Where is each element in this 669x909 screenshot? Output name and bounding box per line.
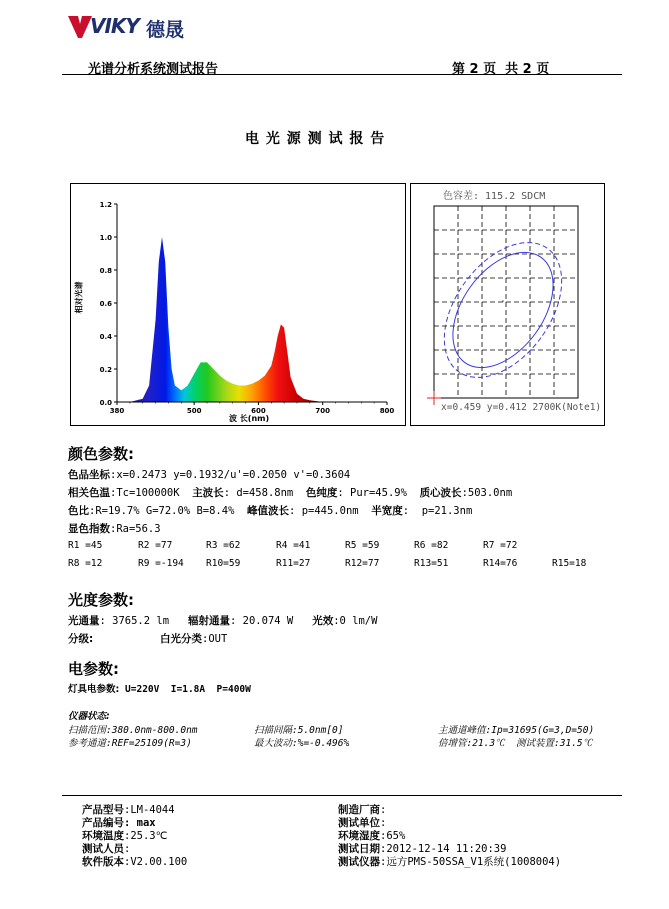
- ri-value: R12=77: [345, 558, 380, 569]
- photo-params-heading: 光度参数:: [68, 591, 134, 609]
- color-ratio-row: 色比:R=19.7% G=72.0% B=8.4% 峰值波长: p=445.0nm 半宽度: p=21.3nm: [68, 505, 473, 517]
- footer-field: 测试仪器:远方PMS-50SSA_V1系统(1008004): [338, 856, 562, 868]
- x-tick-label: 700: [315, 407, 331, 415]
- x-tick-label: 800: [379, 407, 395, 415]
- reference-channel: 参考通道:REF=25109(R=3): [68, 738, 192, 749]
- scan-interval: 扫描间隔:5.0nm[0]: [254, 725, 344, 736]
- footer-field: 测试单位:: [338, 817, 387, 829]
- grade-label: 分级:: [68, 633, 94, 645]
- ri-value: R13=51: [414, 558, 449, 569]
- spectrum-xlabel: 波 长(nm): [229, 414, 270, 423]
- ri-value: R1 =45: [68, 540, 103, 551]
- footer-field: 制造厂商:: [338, 804, 387, 816]
- y-tick-label: 0.6: [99, 300, 112, 308]
- x-tick-label: 600: [251, 407, 266, 415]
- y-tick-label: 0.2: [99, 366, 112, 374]
- chromaticity-panel: [410, 183, 605, 426]
- page-info: 第 2 页 共 2 页: [452, 62, 550, 77]
- spectrum-chart-panel: [70, 183, 406, 426]
- spectrum-chart: [71, 184, 405, 425]
- report-title: 电 光 源 测 试 报 告: [245, 131, 386, 147]
- footer-rule: [62, 795, 622, 796]
- color-params-heading: 颜色参数:: [68, 445, 134, 463]
- max-fluctuation: 最大波动:%=-0.496%: [254, 738, 350, 749]
- footer-field: 测试人员:: [82, 843, 131, 855]
- ri-value: R7 =72: [483, 540, 518, 551]
- ri-value: R2 =77: [138, 540, 173, 551]
- y-tick-label: 0.8: [99, 267, 112, 275]
- class-row: 白光分类:OUT: [160, 633, 228, 645]
- main-channel-peak: 主通道峰值:Ip=31695(G=3,D=50): [438, 725, 595, 736]
- x-tick-label: 500: [186, 407, 202, 415]
- footer-field: 环境温度:25.3℃: [82, 830, 168, 842]
- ri-value: R5 =59: [345, 540, 380, 551]
- header-rule: [62, 74, 622, 75]
- ri-value: R10=59: [206, 558, 241, 569]
- spectrum-ylabel: 相对光谱: [74, 281, 84, 314]
- ri-value: R9 =-194: [138, 558, 184, 569]
- system-title: 光谱分析系统测试报告: [88, 62, 219, 77]
- cri-row: 显色指数:Ra=56.3: [68, 523, 161, 535]
- ri-value: R4 =41: [276, 540, 311, 551]
- y-tick-label: 1.2: [99, 201, 112, 209]
- y-tick-label: 0.0: [99, 399, 112, 407]
- elec-params-heading: 电参数:: [68, 660, 119, 678]
- ri-value: R8 =12: [68, 558, 103, 569]
- footer-field: 测试日期:2012-12-14 11:20:39: [338, 843, 507, 855]
- cct-row: 相关色温:Tc=100000K 主波长: d=458.8nm 色纯度: Pur=45.9% 质心波长:503.0nm: [68, 487, 513, 499]
- ri-value: R6 =82: [414, 540, 449, 551]
- chroma-coord-row: 色品坐标:x=0.2473 y=0.1932/u'=0.2050 v'=0.3604: [68, 469, 351, 481]
- y-tick-label: 1.0: [99, 234, 112, 242]
- ri-value: R11=27: [276, 558, 311, 569]
- footer-field: 产品编号: max: [82, 817, 156, 829]
- multiplier-temp: 倍增管:21.3℃ 测试装置:31.5℃: [438, 738, 593, 749]
- logo-mark-icon: [68, 16, 92, 38]
- scan-range: 扫描范围:380.0nm-800.0nm: [68, 725, 198, 736]
- spectrum-curve-fill: [117, 204, 387, 402]
- chroma-title: 色容差: 115.2 SDCM: [443, 191, 546, 202]
- footer-field: 环境湿度:65%: [338, 830, 406, 842]
- ri-value: R3 =62: [206, 540, 241, 551]
- logo-text: VIKY: [90, 14, 139, 38]
- logo-cn: 德晟: [146, 19, 185, 41]
- ri-value: R15=18: [552, 558, 587, 569]
- x-tick-label: 380: [109, 407, 125, 415]
- flux-row: 光通量: 3765.2 lm 辐射通量: 20.074 W 光效:0 lm/W: [68, 615, 378, 627]
- ri-value: R14=76: [483, 558, 518, 569]
- footer-field: 产品型号:LM-4044: [82, 804, 175, 816]
- footer-field: 软件版本:V2.00.100: [82, 856, 188, 868]
- y-tick-label: 0.4: [99, 333, 112, 341]
- instrument-heading: 仪器状态:: [68, 711, 110, 722]
- chromaticity-diagram: [411, 184, 604, 425]
- chroma-readout: x=0.459 y=0.412 2700K(Note1): [441, 402, 602, 413]
- elec-row: 灯具电参数: U=220V I=1.8A P=400W: [68, 684, 251, 695]
